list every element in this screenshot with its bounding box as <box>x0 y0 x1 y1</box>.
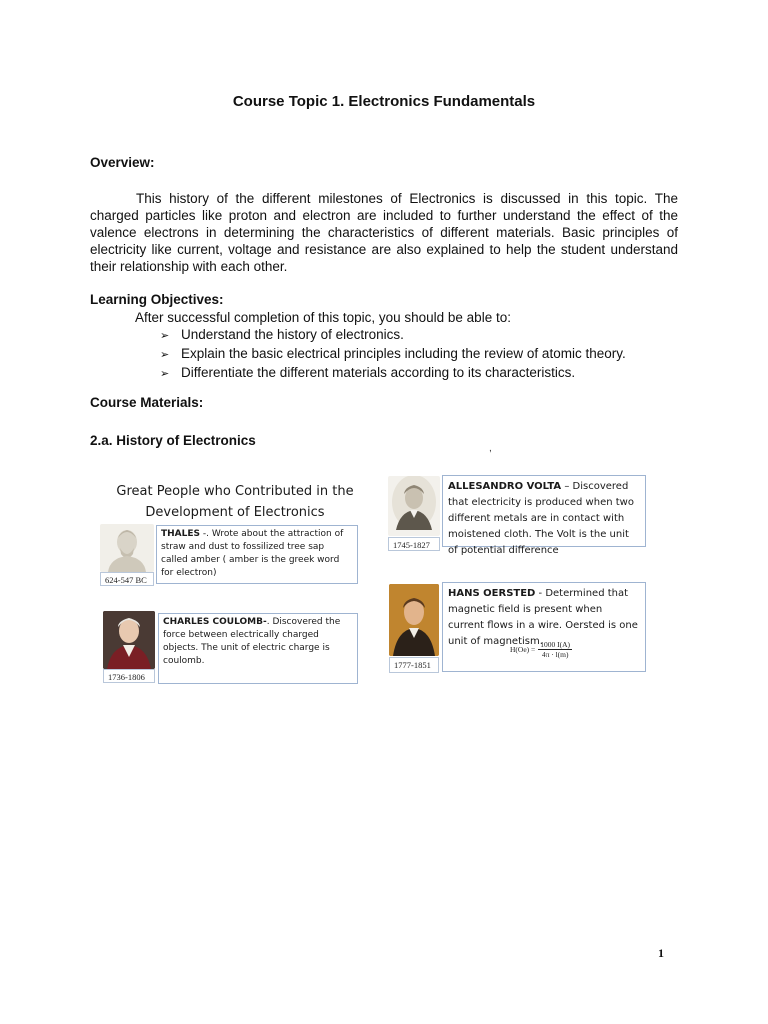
person-description: - Determined that magnetic field is present when current flows in a wire. Oersted is one unit of magnetism. <box>448 588 638 647</box>
overview-paragraph <box>90 190 678 275</box>
oersted-formula <box>510 640 572 659</box>
person-description: -. Wrote about the attraction of straw and dust to fossilized tree sap called amber ( amber is the greek word for electron) <box>161 529 344 578</box>
figure-title-line1: Great People who Contributed in the <box>116 484 354 499</box>
figure-title-line2: Development of Electronics <box>145 505 325 520</box>
thales-description <box>156 525 358 584</box>
person-description: . Discovered the force between electrically charged objects. The unit of electric charge is coulomb. <box>163 617 341 666</box>
objective-text: Explain the basic electrical principles including the review of atomic theory. <box>181 346 626 361</box>
overview-paragraph-text: This history of the different milestones of Electronics is discussed in this topic. The charged particles like proton and electron are included to further understand the effect of the valence electrons in determining the characteristics of different materials. Basic principles of electricity like current, voltage and resistance are also explained to help the student understand their relationship with each other. <box>90 191 678 274</box>
oersted-portrait <box>389 584 439 656</box>
portrait-image <box>103 611 155 669</box>
painting-image <box>389 584 439 656</box>
formula-lhs: H(Oe) = <box>510 645 536 654</box>
course-materials-heading: Course Materials: <box>90 395 204 410</box>
person-name: ALLESANDRO VOLTA <box>448 481 562 492</box>
overview-heading: Overview: <box>90 155 155 170</box>
person-name: HANS OERSTED <box>448 588 536 599</box>
arrow-bullet-icon: ➢ <box>160 330 170 342</box>
formula-fraction <box>538 640 572 659</box>
figure-title <box>100 481 370 523</box>
person-name: CHARLES COULOMB- <box>163 617 267 627</box>
learning-objectives-intro: After successful completion of this topic, you should be able to: <box>135 310 511 325</box>
coulomb-portrait <box>103 611 155 669</box>
dates-label: 624-547 BC <box>100 572 154 586</box>
arrow-bullet-icon: ➢ <box>160 349 170 361</box>
volta-portrait <box>388 476 440 536</box>
list-item <box>160 326 626 345</box>
learning-objectives-list <box>160 326 626 383</box>
formula-numerator: 1000 I(A) <box>540 640 571 649</box>
objective-text: Understand the history of electronics. <box>181 327 404 342</box>
formula-denominator: 4π · l(m) <box>541 650 569 659</box>
thales-portrait <box>100 524 154 572</box>
learning-objectives-heading: Learning Objectives: <box>90 292 224 307</box>
section-heading: 2.a. History of Electronics <box>90 433 256 448</box>
person-name: THALES <box>161 529 201 539</box>
person-description: – Discovered that electricity is produced when two different metals are in contact with moistened cloth. The Volt is the unit of potential difference <box>448 481 634 556</box>
arrow-bullet-icon: ➢ <box>160 368 170 380</box>
page-number: 1 <box>658 946 664 960</box>
dates-label: 1736-1806 <box>103 669 155 683</box>
engraving-image <box>388 476 440 536</box>
volta-description <box>442 475 646 556</box>
bust-image <box>100 524 154 572</box>
coulomb-description <box>158 613 358 684</box>
objective-text: Differentiate the different materials according to its characteristics. <box>181 365 576 380</box>
list-item <box>160 364 626 383</box>
page-title: Course Topic 1. Electronics Fundamentals <box>232 93 536 110</box>
stray-comma: , <box>489 443 492 454</box>
dates-label: 1777-1851 <box>389 657 439 673</box>
dates-label: 1745-1827 <box>388 537 440 551</box>
list-item <box>160 345 626 364</box>
